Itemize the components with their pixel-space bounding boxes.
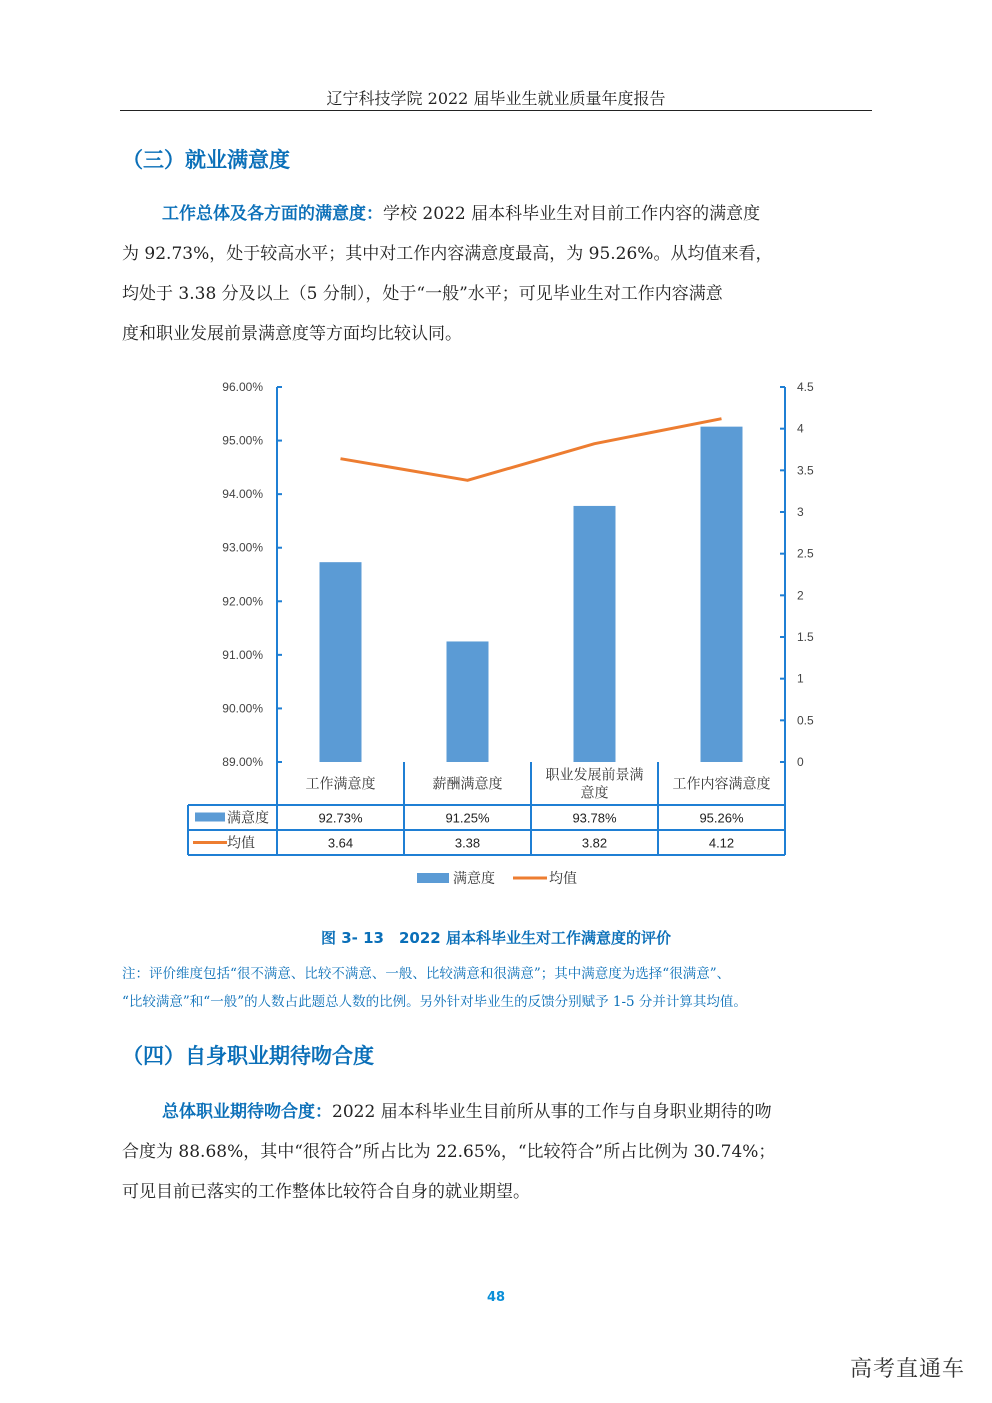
category-label: 薪酬满意度 xyxy=(432,775,503,792)
right-axis-tick-label: 1 xyxy=(797,671,804,686)
right-axis-tick-label: 2 xyxy=(797,588,804,603)
section-title-career-expectation: （四）自身职业期待吻合度 xyxy=(122,1044,374,1068)
right-axis-tick-label: 3.5 xyxy=(797,463,814,478)
satisfaction-lead: 工作总体及各方面的满意度： xyxy=(162,204,383,224)
page-number: 48 xyxy=(486,1290,506,1305)
right-axis-tick-label: 1.5 xyxy=(797,630,814,644)
right-axis-tick-label: 3 xyxy=(797,505,804,519)
career-expectation-paragraph xyxy=(122,1092,872,1212)
section-title-satisfaction: （三）就业满意度 xyxy=(122,148,290,172)
bar-1 xyxy=(320,562,362,762)
left-axis-tick-label: 89.00% xyxy=(222,755,263,769)
satisfaction-paragraph xyxy=(122,194,872,354)
right-axis-tick-label: 2.5 xyxy=(797,546,814,561)
row-header-satisfaction: 满意度 xyxy=(227,809,269,826)
left-axis-tick-label: 95.00% xyxy=(222,433,263,448)
paragraph-line: 学校 2022 届本科毕业生对目前工作内容的满意度 xyxy=(383,204,761,224)
legend-label-satisfaction: 满意度 xyxy=(453,870,495,886)
category-label: 工作内容满意度 xyxy=(672,775,771,792)
legend-swatch-satisfaction xyxy=(417,873,449,883)
satisfaction-chart xyxy=(185,375,814,900)
category-label: 意度 xyxy=(580,784,609,801)
paragraph-line: 均处于 3.38 分及以上（5 分制），处于“一般”水平；可见毕业生对工作内容满意 xyxy=(122,284,723,304)
left-axis-tick-label: 91.00% xyxy=(222,647,263,662)
paragraph-line: 为 92.73%，处于较高水平；其中对工作内容满意度最高，为 95.26%。从均值来看， xyxy=(122,244,773,264)
paragraph-line: 合度为 88.68%，其中“很符合”所占比为 22.65%，“比较符合”所占比例为 30.74%； xyxy=(122,1142,776,1162)
report-header: 辽宁科技学院 2022 届毕业生就业质量年度报告 xyxy=(326,89,666,108)
paragraph-line: 可见目前已落实的工作整体比较符合自身的就业期望。 xyxy=(122,1182,530,1202)
mean-value-label: 3.64 xyxy=(327,835,354,851)
left-axis-tick-label: 90.00% xyxy=(222,701,263,716)
bar-4 xyxy=(701,427,743,762)
series-swatch-satisfaction xyxy=(195,813,225,822)
row-header-mean: 均值 xyxy=(227,834,255,851)
left-axis-tick-label: 94.00% xyxy=(222,487,263,502)
right-axis-tick-label: 4.5 xyxy=(797,380,814,394)
figure-caption: 图 3- 13 2022 届本科毕业生对工作满意度的评价 xyxy=(321,929,671,947)
left-axis-tick-label: 96.00% xyxy=(222,380,263,394)
header-divider xyxy=(120,110,872,111)
mean-line xyxy=(341,419,722,481)
career-expectation-lead: 总体职业期待吻合度： xyxy=(162,1102,332,1122)
bar-value-label: 91.25% xyxy=(445,810,490,826)
bar-value-label: 93.78% xyxy=(572,810,617,826)
bar-2 xyxy=(447,641,489,762)
right-axis-tick-label: 0 xyxy=(797,755,804,769)
bar-value-label: 92.73% xyxy=(318,810,363,826)
bar-3 xyxy=(574,506,616,762)
mean-value-label: 3.38 xyxy=(454,835,481,851)
right-axis-tick-label: 0.5 xyxy=(797,713,814,728)
bar-value-label: 95.26% xyxy=(699,810,744,826)
figure-note-line: “比较满意”和“一般”的人数占此题总人数的比例。另外针对毕业生的反馈分别赋予 1-5 分并计算其均值。 xyxy=(122,994,747,1010)
mean-value-label: 3.82 xyxy=(581,835,608,851)
right-axis-tick-label: 4 xyxy=(797,421,804,436)
category-label: 职业发展前景满 xyxy=(545,766,644,783)
legend-label-mean: 均值 xyxy=(549,870,577,886)
left-axis-tick-label: 92.00% xyxy=(222,594,263,609)
left-axis-tick-label: 93.00% xyxy=(222,540,263,555)
category-label: 工作满意度 xyxy=(305,775,376,792)
mean-value-label: 4.12 xyxy=(708,835,735,851)
paragraph-line: 度和职业发展前景满意度等方面均比较认同。 xyxy=(122,324,462,344)
watermark-text: 高考直通车 xyxy=(850,1357,966,1382)
figure-note-line: 注：评价维度包括“很不满意、比较不满意、一般、比较满意和很满意”；其中满意度为选择“很满意”、 xyxy=(122,966,731,982)
paragraph-line: 2022 届本科毕业生目前所从事的工作与自身职业期待的吻 xyxy=(332,1102,772,1122)
